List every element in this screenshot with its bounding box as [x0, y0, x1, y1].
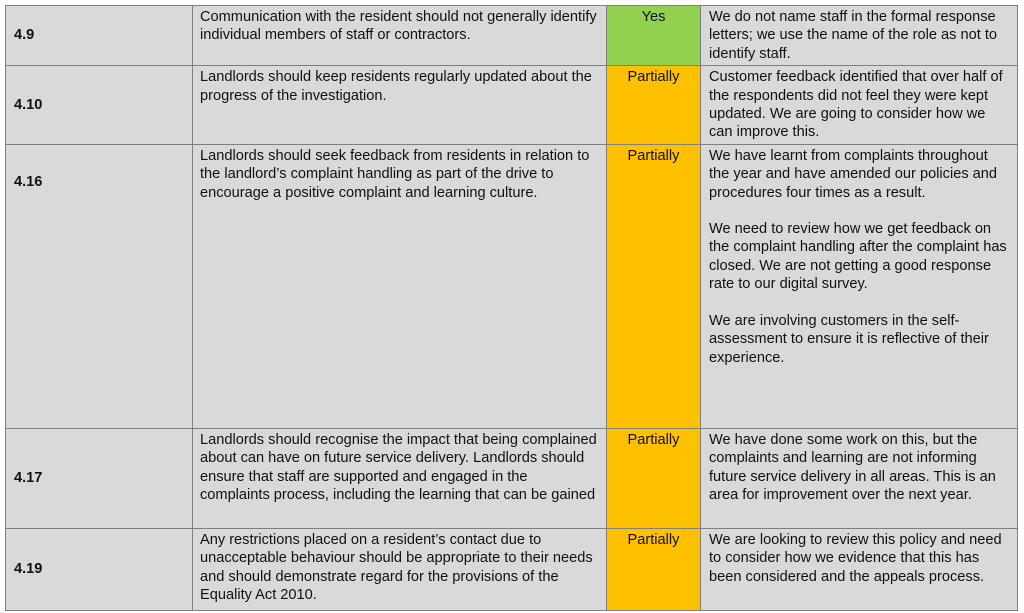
comment-paragraph: We have learnt from complaints throughout the year and have amended our policies and procedures four times as a result. — [709, 147, 998, 201]
requirement-cell: Any restrictions placed on a resident’s contact due to unacceptable behaviour should be appropriate to their needs and should demonstrate regard for the provisions of the Equality Act 2010. — [193, 528, 607, 610]
self-assessment-table — [5, 5, 1018, 611]
comment-cell — [701, 528, 1018, 610]
table-row — [6, 528, 1018, 610]
comment-paragraph: We need to review how we get feedback on the complaint handling after the complaint has closed. We are not getting a good response rate to our digital survey. — [709, 221, 1007, 293]
code-cell: 4.19 — [6, 528, 193, 610]
code-cell: 4.10 — [6, 66, 193, 145]
status-badge: Partially — [607, 66, 701, 145]
comment-cell — [701, 66, 1018, 145]
status-badge: Partially — [607, 528, 701, 610]
comment-paragraph: We are looking to review this policy and need to consider how we evidence that this has been considered and the appeals process. — [709, 531, 1002, 585]
requirement-cell: Landlords should keep residents regularly updated about the progress of the investigation. — [193, 66, 607, 145]
status-badge: Partially — [607, 428, 701, 528]
table-row — [6, 6, 1018, 66]
comment-cell — [701, 144, 1018, 428]
requirement-cell: Landlords should seek feedback from residents in relation to the landlord’s complaint handling as part of the drive to encourage a positive complaint and learning culture. — [193, 144, 607, 428]
status-badge: Partially — [607, 144, 701, 428]
requirement-cell: Landlords should recognise the impact that being complained about can have on future service delivery. Landlords should ensure that staff are supported and engaged in the complaints process, including the learning that can be gained — [193, 428, 607, 528]
code-cell: 4.9 — [6, 6, 193, 66]
code-cell: 4.16 — [6, 144, 193, 428]
status-badge: Yes — [607, 6, 701, 66]
requirement-cell: Communication with the resident should not generally identify individual members of staff or contractors. — [193, 6, 607, 66]
comment-cell — [701, 6, 1018, 66]
comment-cell — [701, 428, 1018, 528]
code-cell: 4.17 — [6, 428, 193, 528]
table-row — [6, 428, 1018, 528]
table-row — [6, 66, 1018, 145]
comment-paragraph: We have done some work on this, but the complaints and learning are not informing future service delivery in all areas. This is an area for improvement over the next year. — [709, 431, 996, 504]
table-row — [6, 144, 1018, 428]
comment-paragraph: We do not name staff in the formal response letters; we use the name of the role as not to identify staff. — [709, 9, 997, 62]
comment-paragraph: Customer feedback identified that over half of the respondents did not feel they were kept updated. We are going to consider how we can improve this. — [709, 69, 1003, 141]
comment-paragraph: We are involving customers in the self-assessment to ensure it is reflective of their experience. — [709, 312, 989, 366]
